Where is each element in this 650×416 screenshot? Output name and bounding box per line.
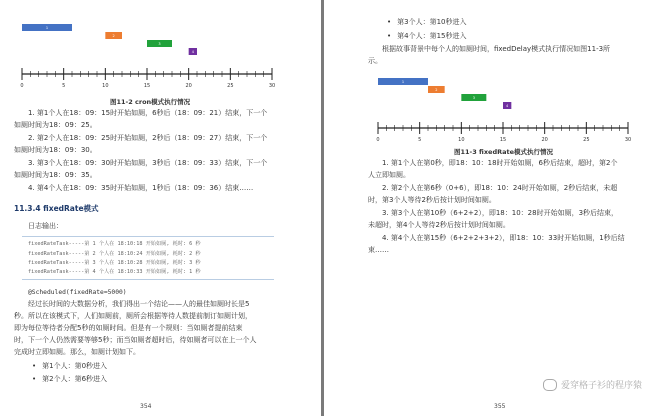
- list-item: • 第1个人：第0秒进入: [32, 361, 107, 372]
- body-line: 时，下一个人仍然需要等够5秒；而当如厕者超时后，待如厕者可以在上一个人: [14, 336, 257, 344]
- tick-label: 15: [143, 83, 151, 89]
- paragraph-line: 如厕时间为18：09：30。: [14, 146, 97, 154]
- bar-label: 1: [45, 26, 49, 31]
- log-line: fixedRateTask-----第 2 个人在 18:10:24 开始如厕, 耗时: 2 秒: [28, 251, 201, 257]
- page-number: 355: [494, 403, 506, 410]
- list-item: • 第2个人：第6秒进入: [32, 374, 107, 385]
- intro-line: 根据故事背景中每个人的如厕时间，fixedDelay模式执行情况如图11-3所: [382, 45, 611, 53]
- figure-caption: 图11-2 cron模式执行情况: [110, 98, 191, 106]
- log-output-box: [22, 236, 274, 280]
- paragraph-line: 4. 第4个人在第15秒（6+2+2+3+2），即18：10：33时开始如厕，1秒后结: [382, 234, 625, 242]
- watermark-text: 爱穿格子衫的程序猿: [560, 381, 642, 391]
- log-line: fixedRateTask-----第 4 个人在 18:10:33 开始如厕, 耗时: 1 秒: [28, 269, 201, 275]
- body-line: 秒。所以在该模式下，人们如厕前，厕所会根据等待人数提前制订如厕计划，: [14, 312, 252, 320]
- paragraph-line: 时，第3个人等待2秒后按计划时间如厕。: [368, 196, 496, 204]
- paragraph-line: 2. 第2个人在第6秒（0+6），即18：10：24时开始如厕，2秒后结束，未超: [382, 184, 618, 192]
- body-line: 完成时立即如厕。那么，如厕计划如下。: [14, 348, 140, 356]
- bar-label: 4: [506, 104, 509, 109]
- tick-label: 25: [227, 83, 234, 89]
- body-line: 即为每位等待者分配5秒的如厕时间。但是有一个规则：当如厕者提前结束: [14, 324, 243, 332]
- fixedrate-chart: [374, 72, 632, 146]
- paragraph-line: 3. 第3个人在第10秒（6+2+2），即18：10：28时开始如厕，3秒后结束，: [382, 209, 619, 217]
- paragraph-line: 1. 第1个人在18：09：15时开始如厕，6秒后（18：09：21）结束，下一个: [28, 109, 268, 117]
- tick-label: 5: [418, 137, 422, 143]
- list-item: • 第3个人：第10秒进入: [387, 17, 467, 28]
- paragraph-line: 如厕时间为18：09：25。: [14, 121, 97, 129]
- paragraph-line: 4. 第4个人在18：09：35时开始如厕，1秒后（18：09：36）结束……: [28, 184, 254, 192]
- tick-label: 30: [268, 83, 276, 89]
- log-line: fixedRateTask-----第 1 个人在 18:10:18 开始如厕, 耗时: 6 秒: [28, 241, 201, 247]
- log-line: fixedRateTask-----第 3 个人在 18:10:28 开始如厕, 耗时: 3 秒: [28, 260, 201, 266]
- paragraph-line: 未超时，第4个人等待2秒后按计划时间如厕。: [368, 221, 510, 229]
- page-number: 354: [140, 403, 152, 410]
- paragraph-line: 1. 第1个人在第0秒，即18：10：18时开始如厕，6秒后结束，超时，第2个: [382, 159, 618, 167]
- tick-label: 10: [102, 83, 109, 89]
- gantt-svg: [18, 14, 276, 92]
- tick-label: 10: [458, 137, 465, 143]
- tick-label: 15: [499, 137, 507, 143]
- figure-caption: 图11-3 fixedRate模式执行情况: [454, 148, 554, 156]
- intro-line: 示。: [368, 57, 382, 65]
- log-label: 日志输出：: [28, 222, 63, 230]
- watermark: [543, 378, 642, 391]
- tick-label: 25: [583, 137, 590, 143]
- left-page: [0, 0, 321, 416]
- tick-label: 20: [185, 83, 192, 89]
- list-item: • 第4个人：第15秒进入: [387, 31, 467, 42]
- wechat-icon: [543, 379, 557, 391]
- right-page: [324, 0, 650, 416]
- section-heading: 11.3.4 fixedRate模式: [14, 204, 99, 213]
- tick-label: 0: [20, 83, 24, 89]
- tick-label: 5: [62, 83, 66, 89]
- cron-chart: [18, 14, 276, 92]
- bar-label: 1: [401, 80, 405, 85]
- paragraph-line: 2. 第2个人在18：09：25时开始如厕，2秒后（18：09：27）结束，下一个: [28, 134, 268, 142]
- gantt-svg: [374, 72, 632, 146]
- paragraph-line: 束……: [368, 246, 389, 254]
- paragraph-line: 3. 第3个人在18：09：30时开始如厕，3秒后（18：09：33）结束，下一个: [28, 159, 268, 167]
- tick-label: 30: [624, 137, 632, 143]
- bar-label: 2: [435, 88, 438, 93]
- body-line: 经过长时间的大数据分析，我们得出一个结论——人的最佳如厕时长是5: [28, 300, 250, 308]
- bar-label: 3: [158, 42, 161, 47]
- tick-label: 20: [541, 137, 548, 143]
- annotation-code: @Scheduled(fixedRate=5000): [28, 289, 127, 296]
- paragraph-line: 人立即如厕。: [368, 171, 410, 179]
- bar-label: 3: [472, 96, 475, 101]
- paragraph-line: 如厕时间为18：09：35。: [14, 171, 97, 179]
- bar-label: 2: [112, 34, 115, 39]
- tick-label: 0: [376, 137, 380, 143]
- bar-label: 4: [191, 50, 194, 55]
